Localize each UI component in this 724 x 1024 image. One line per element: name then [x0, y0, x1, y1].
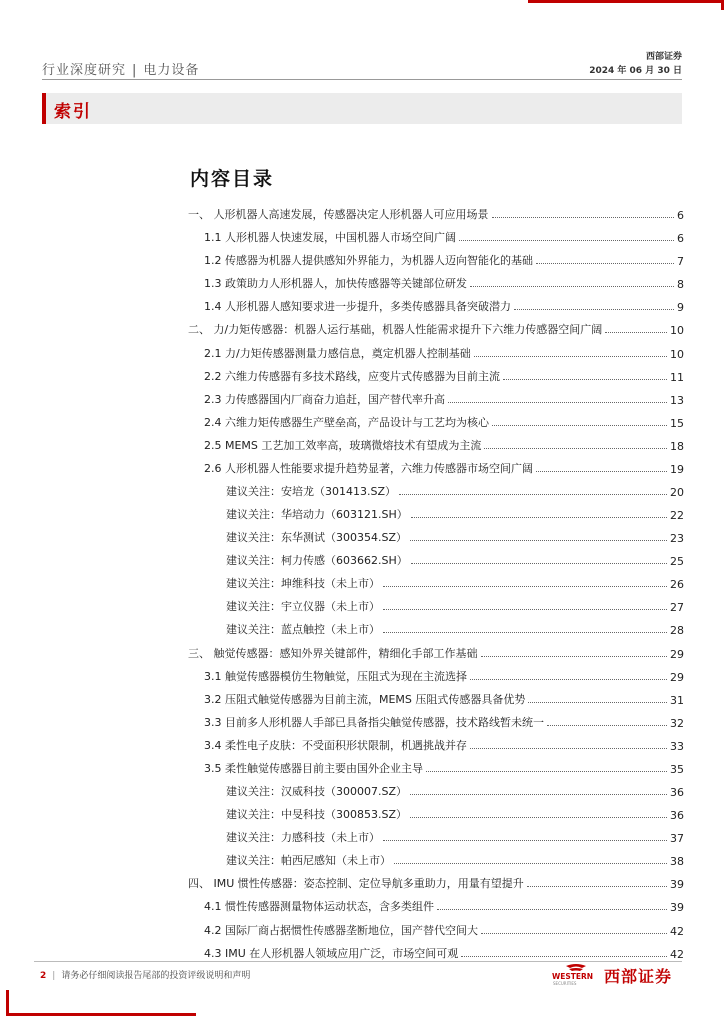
toc-entry-page[interactable]: 15 — [670, 416, 684, 430]
toc-entry[interactable] — [188, 245, 684, 268]
toc-leader-dots — [399, 494, 667, 495]
toc-entry-title[interactable]: 建议关注：安培龙（301413.SZ） — [226, 485, 397, 499]
toc-entry[interactable] — [188, 407, 684, 430]
toc-entry[interactable] — [188, 476, 684, 499]
header-sector-label: 电力设备 — [143, 63, 200, 78]
toc-entry-title[interactable]: 2.6 人形机器人性能要求提升趋势显著，六维力传感器市场空间广阔 — [204, 461, 533, 475]
toc-entry-page[interactable]: 10 — [670, 324, 684, 338]
toc-entry-title[interactable]: 1.3 政策助力人形机器人，加快传感器等关键部位研发 — [204, 277, 467, 291]
toc-entry[interactable] — [188, 822, 684, 845]
toc-entry[interactable] — [188, 430, 684, 453]
toc-entry-title[interactable]: 2.2 六维力传感器有多技术路线，应变片式传感器为目前主流 — [204, 369, 500, 383]
header-date: 2024 年 06 月 30 日 — [589, 66, 682, 76]
toc-leader-dots — [474, 356, 667, 357]
toc-entry-page[interactable]: 23 — [670, 532, 684, 546]
header-meta — [589, 50, 682, 78]
toc-entry-page[interactable]: 6 — [677, 209, 684, 223]
toc-entry-page[interactable]: 11 — [670, 370, 684, 384]
toc-entry-title[interactable]: 2.3 力传感器国内厂商奋力追赶，国产替代率升高 — [204, 392, 445, 406]
bottom-left-corner-decoration — [0, 990, 200, 1024]
toc-entry-page[interactable]: 26 — [670, 578, 684, 592]
toc-leader-dots — [484, 448, 667, 449]
toc-entry[interactable] — [188, 614, 684, 637]
toc-leader-dots — [437, 909, 667, 910]
toc-entry[interactable] — [188, 591, 684, 614]
toc-entry-page[interactable]: 29 — [670, 670, 684, 684]
toc-leader-dots — [410, 817, 667, 818]
toc-entry-page[interactable]: 32 — [670, 716, 684, 730]
footer-separator: | — [52, 971, 56, 981]
toc-leader-dots — [470, 286, 674, 287]
toc-entry[interactable] — [188, 868, 684, 891]
toc-entry[interactable] — [188, 361, 684, 384]
toc-entry[interactable] — [188, 891, 684, 914]
toc-leader-dots — [383, 609, 667, 610]
toc-entry[interactable] — [188, 707, 684, 730]
toc-entry[interactable] — [188, 268, 684, 291]
toc-entry[interactable] — [188, 522, 684, 545]
toc-leader-dots — [481, 933, 667, 934]
toc-entry[interactable] — [188, 914, 684, 937]
footer-disclaimer: 请务必仔细阅读报告尾部的投资评级说明和声明 — [61, 971, 251, 981]
toc-entry-title[interactable]: 1.1 人形机器人快速发展，中国机器人市场空间广阔 — [204, 231, 456, 245]
toc-title: 内容目录 — [190, 168, 275, 190]
toc-entry-title[interactable]: 3.5 柔性触觉传感器目前主要由国外企业主导 — [204, 761, 423, 775]
toc-entry-page[interactable]: 37 — [670, 832, 684, 846]
toc-entry-page[interactable]: 22 — [670, 509, 684, 523]
toc-entry-page[interactable]: 38 — [670, 855, 684, 869]
toc-entry[interactable] — [188, 337, 684, 360]
toc-entry-page[interactable]: 29 — [670, 647, 684, 661]
toc-leader-dots — [503, 379, 667, 380]
toc-leader-dots — [411, 563, 667, 564]
toc-entry[interactable] — [188, 291, 684, 314]
toc-entry-title[interactable]: 1.4 人形机器人感知要求进一步提升，多类传感器具备突破潜力 — [204, 300, 511, 314]
toc-entry-title[interactable]: 四、 IMU 惯性传感器：姿态控制、定位导航多重助力，用量有望提升 — [188, 877, 524, 891]
toc-entry-title[interactable]: 一、 人形机器人高速发展，传感器决定人形机器人可应用场景 — [188, 208, 489, 222]
toc-entry-title[interactable]: 1.2 传感器为机器人提供感知外界能力，为机器人迈向智能化的基础 — [204, 254, 533, 268]
toc-leader-dots — [481, 656, 668, 657]
toc-entry-page[interactable]: 39 — [670, 878, 684, 892]
toc-entry-page[interactable]: 36 — [670, 809, 684, 823]
toc-entry-title[interactable]: 3.2 压阻式触觉传感器为目前主流，MEMS 压阻式传感器具备优势 — [204, 692, 526, 706]
toc-leader-dots — [470, 679, 667, 680]
toc-entry-title[interactable]: 建议关注：帕西尼感知（未上市） — [226, 854, 391, 868]
toc-entry-title[interactable]: 建议关注：柯力传感（603662.SH） — [226, 554, 408, 568]
toc-entry-page[interactable]: 42 — [670, 924, 684, 938]
toc-entry-page[interactable]: 18 — [670, 439, 684, 453]
header-separator: | — [132, 63, 138, 78]
toc-entry-title[interactable]: 4.3 IMU 在人形机器人领域应用广泛，市场空间可观 — [204, 946, 459, 960]
toc-leader-dots — [470, 748, 667, 749]
toc-leader-dots — [605, 332, 667, 333]
header-category — [42, 59, 199, 78]
toc-entry-page[interactable]: 25 — [670, 555, 684, 569]
toc-entry-title[interactable]: 三、 触觉传感器：感知外界关键部件，精细化手部工作基础 — [188, 646, 478, 660]
toc-entry-page[interactable]: 42 — [670, 947, 684, 961]
toc-leader-dots — [383, 632, 667, 633]
toc-entry[interactable] — [188, 661, 684, 684]
toc-entry-title[interactable]: 建议关注：华培动力（603121.SH） — [226, 508, 408, 522]
toc-leader-dots — [536, 263, 674, 264]
toc-entry-page[interactable]: 10 — [670, 347, 684, 361]
footer-text — [40, 968, 250, 981]
toc-entry-page[interactable]: 6 — [677, 232, 684, 246]
toc-entry-page[interactable]: 13 — [670, 393, 684, 407]
toc-entry-title[interactable]: 2.4 六维力矩传感器生产壁垒高，产品设计与工艺均为核心 — [204, 415, 489, 429]
toc-entry[interactable] — [188, 545, 684, 568]
toc-entry[interactable] — [188, 730, 684, 753]
page-number: 2 — [40, 971, 47, 981]
toc-entry-page[interactable]: 39 — [670, 901, 684, 915]
toc-entry-title[interactable]: 4.2 国际厂商占据惯性传感器垄断地位，国产替代空间大 — [204, 923, 478, 937]
toc-leader-dots — [492, 425, 667, 426]
index-label: 索引 — [54, 102, 92, 122]
toc-entry-title[interactable]: 二、 力/力矩传感器：机器人运行基础，机器人性能需求提升下六维力传感器空间广阔 — [188, 323, 603, 337]
toc-entry-page[interactable]: 19 — [670, 462, 684, 476]
toc-entry-page[interactable]: 31 — [670, 693, 684, 707]
toc-entry[interactable] — [188, 845, 684, 868]
toc-entry-page[interactable]: 20 — [670, 486, 684, 500]
toc-leader-dots — [426, 771, 667, 772]
logo-subtitle: SECURITIES — [553, 981, 577, 986]
toc-entry-title[interactable]: 建议关注：中旻科技（300853.SZ） — [226, 808, 408, 822]
toc-entry[interactable] — [188, 753, 684, 776]
toc-leader-dots — [459, 240, 674, 241]
toc-entry[interactable] — [188, 314, 684, 337]
header-category-label: 行业深度研究 — [42, 63, 127, 78]
header-company: 西部证券 — [645, 52, 682, 62]
toc-entry-page[interactable]: 9 — [677, 301, 684, 315]
toc-entry[interactable] — [188, 938, 684, 961]
toc-entry-title[interactable]: 建议关注：宇立仪器（未上市） — [226, 600, 380, 614]
toc-leader-dots — [394, 863, 667, 864]
table-of-contents — [188, 199, 684, 961]
toc-entry[interactable] — [188, 199, 684, 222]
toc-entry-title[interactable]: 2.1 力/力矩传感器测量力感信息，奠定机器人控制基础 — [204, 346, 471, 360]
western-securities-logo-icon — [552, 962, 600, 986]
toc-leader-dots — [411, 517, 667, 518]
toc-entry-title[interactable]: 4.1 惯性传感器测量物体运动状态，含多类组件 — [204, 900, 434, 914]
toc-leader-dots — [514, 309, 674, 310]
toc-entry-title[interactable]: 建议关注：东华测试（300354.SZ） — [226, 531, 408, 545]
header-divider — [42, 79, 682, 80]
toc-leader-dots — [410, 794, 667, 795]
toc-leader-dots — [383, 840, 667, 841]
toc-leader-dots — [448, 402, 667, 403]
toc-entry[interactable] — [188, 637, 684, 660]
toc-entry-title[interactable]: 3.3 目前多人形机器人手部已具备指尖触觉传感器，技术路线暂未统一 — [204, 715, 544, 729]
toc-entry-page[interactable]: 36 — [670, 786, 684, 800]
toc-entry[interactable] — [188, 776, 684, 799]
toc-entry[interactable] — [188, 453, 684, 476]
toc-leader-dots — [536, 471, 667, 472]
index-section-bar — [42, 93, 682, 124]
toc-entry-page[interactable]: 28 — [670, 624, 684, 638]
index-accent — [42, 93, 46, 124]
toc-entry-title[interactable]: 建议关注：力感科技（未上市） — [226, 831, 380, 845]
toc-entry-page[interactable]: 27 — [670, 601, 684, 615]
brand-name: 西部证券 — [604, 967, 673, 986]
toc-leader-dots — [547, 725, 667, 726]
toc-entry[interactable] — [188, 568, 684, 591]
toc-entry-title[interactable]: 3.4 柔性电子皮肤：不受面积形状限制，机遇挑战并存 — [204, 738, 467, 752]
toc-entry-page[interactable]: 8 — [677, 278, 684, 292]
top-right-corner-decoration — [528, 0, 724, 10]
toc-leader-dots — [383, 586, 667, 587]
toc-leader-dots — [527, 886, 667, 887]
western-securities-logo — [552, 962, 692, 990]
toc-entry-title[interactable]: 建议关注：蓝点触控（未上市） — [226, 623, 380, 637]
toc-entry-title[interactable]: 3.1 触觉传感器模仿生物触觉，压阻式为现在主流选择 — [204, 669, 467, 683]
toc-entry-title[interactable]: 2.5 MEMS 工艺加工效率高，玻璃微熔技术有望成为主流 — [204, 438, 482, 452]
toc-leader-dots — [461, 956, 667, 957]
toc-entry-title[interactable]: 建议关注：坤维科技（未上市） — [226, 577, 380, 591]
toc-leader-dots — [410, 540, 667, 541]
toc-leader-dots — [528, 702, 667, 703]
toc-entry[interactable] — [188, 799, 684, 822]
toc-entry-page[interactable]: 33 — [670, 739, 684, 753]
toc-entry[interactable] — [188, 384, 684, 407]
toc-entry-page[interactable]: 35 — [670, 762, 684, 776]
toc-entry[interactable] — [188, 684, 684, 707]
toc-entry[interactable] — [188, 222, 684, 245]
toc-entry[interactable] — [188, 499, 684, 522]
toc-entry-page[interactable]: 7 — [677, 255, 684, 269]
toc-entry-title[interactable]: 建议关注：汉威科技（300007.SZ） — [226, 785, 408, 799]
toc-leader-dots — [492, 217, 675, 218]
logo-wordmark: WESTERN — [552, 972, 594, 981]
